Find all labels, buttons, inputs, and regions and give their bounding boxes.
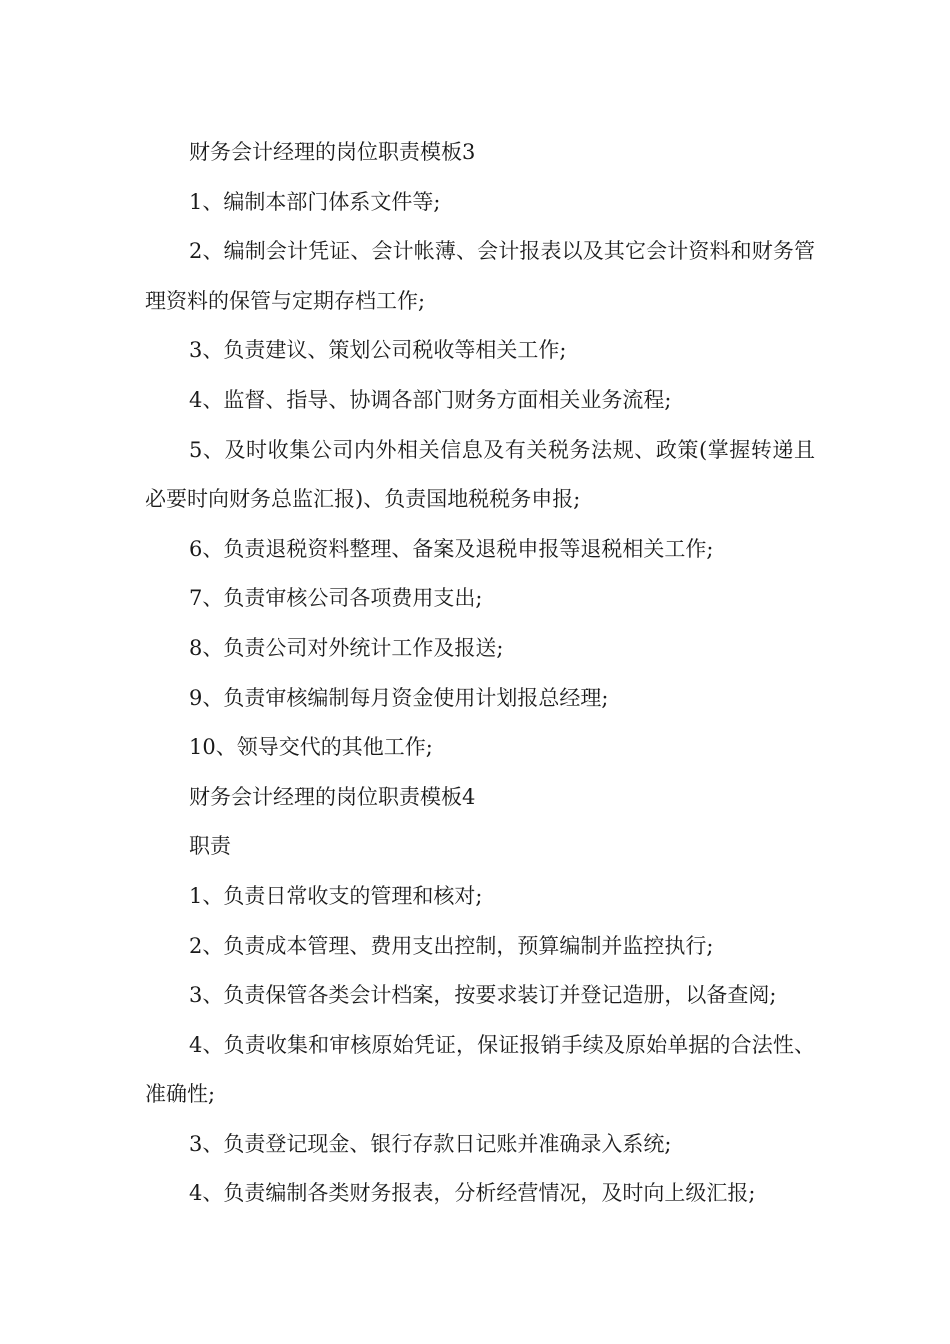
duty-item: 5、及时收集公司内外相关信息及有关税务法规、政策(掌握转递且必要时向财务总监汇报)、负责国地税税务申报; [145, 437, 815, 512]
subsection-heading-duties: 职责 [189, 834, 231, 859]
duty-item: 9、负责审核编制每月资金使用计划报总经理; [189, 685, 609, 710]
duty-item: 2、负责成本管理、费用支出控制，预算编制并监控执行; [189, 933, 714, 958]
document-body [145, 128, 815, 1219]
duty-item: 8、负责公司对外统计工作及报送; [189, 635, 504, 660]
duty-item: 4、负责编制各类财务报表，分析经营情况，及时向上级汇报; [189, 1181, 756, 1206]
duty-item: 3、负责保管各类会计档案，按要求装订并登记造册，以备查阅; [189, 983, 777, 1008]
section-heading-template-4: 财务会计经理的岗位职责模板4 [189, 784, 476, 809]
duty-item: 6、负责退税资料整理、备案及退税申报等退税相关工作; [189, 536, 714, 561]
duty-item: 4、负责收集和审核原始凭证，保证报销手续及原始单据的合法性、准确性; [145, 1032, 815, 1107]
duty-item: 3、负责建议、策划公司税收等相关工作; [189, 338, 567, 363]
duty-item: 1、编制本部门体系文件等; [189, 189, 441, 214]
duty-item: 3、负责登记现金、银行存款日记账并准确录入系统; [189, 1131, 672, 1156]
section-heading-template-3: 财务会计经理的岗位职责模板3 [189, 140, 476, 164]
duty-item: 1、负责日常收支的管理和核对; [189, 883, 483, 908]
duty-item: 2、编制会计凭证、会计帐薄、会计报表以及其它会计资料和财务管理资料的保管与定期存档工作; [145, 239, 815, 313]
duty-item: 4、监督、指导、协调各部门财务方面相关业务流程; [189, 387, 672, 412]
duty-item: 7、负责审核公司各项费用支出; [189, 586, 483, 611]
duty-item: 10、领导交代的其他工作; [189, 735, 433, 760]
